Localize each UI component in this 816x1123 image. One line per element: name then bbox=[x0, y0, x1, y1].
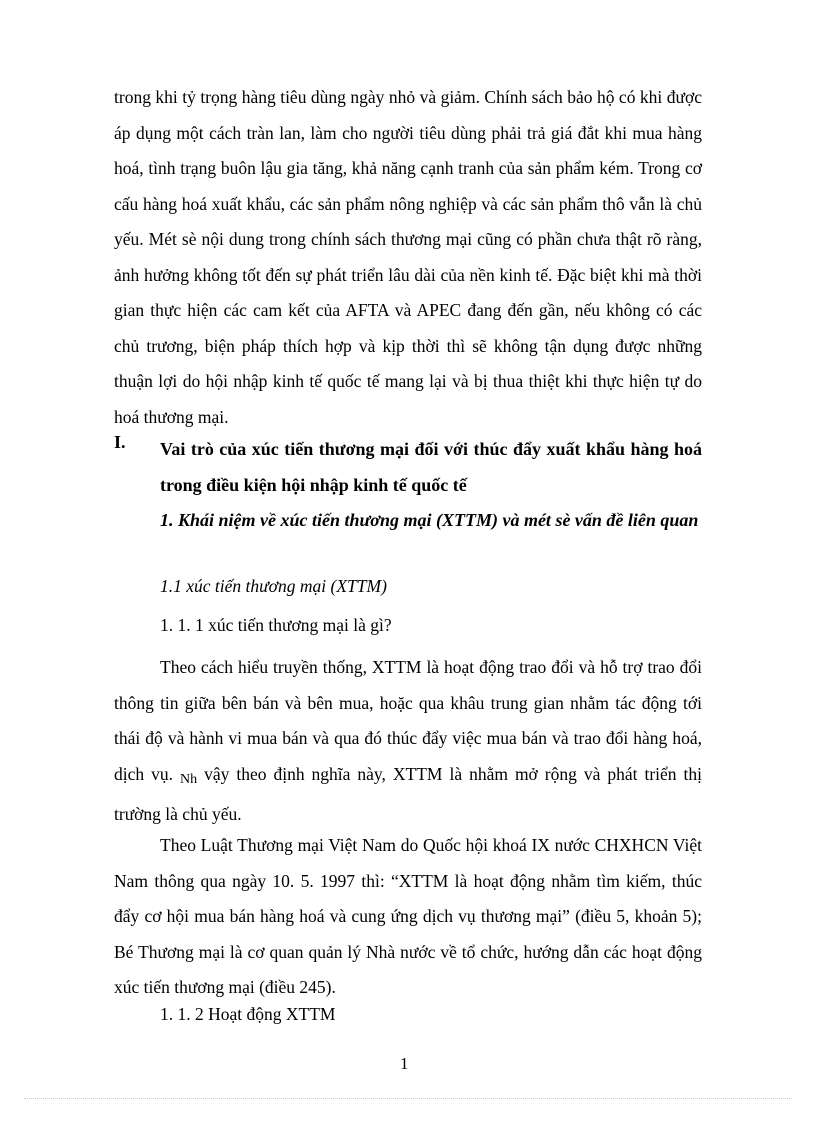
subsection-title: 1. Khái niệm về xúc tiến thương mại (XTTM) và mét sè vấn đề liên quan bbox=[160, 510, 699, 530]
item-1-1-2-heading: 1. 1. 2 Hoạt động XTTM bbox=[160, 1004, 336, 1024]
subsubsection-title: 1.1 xúc tiến thương mại (XTTM) bbox=[160, 576, 387, 596]
page-number: 1 bbox=[400, 1054, 409, 1073]
paragraph-law-definition: Theo Luật Thương mại Việt Nam do Quốc hội khoá IX nước CHXHCN Việt Nam thông qua ngày 10. 5. 1997 thì: “XTTM là hoạt động nhằm tìm kiếm, thúc đẩy cơ hội mua bán hàng hoá và cung ứng dịch vụ thương mại” (điều 5, khoản 5); Bé Thương mại là cơ quan quản lý Nhà nước về tổ chức, hướng dẫn các hoạt động xúc tiến thương mại (điều 245). bbox=[114, 835, 702, 997]
paragraph-traditional-part2: vậy theo định nghĩa này, XTTM là nhằm mở rộng và phát triển thị trường là chủ yếu. bbox=[114, 763, 702, 824]
section-title: Vai trò của xúc tiến thương mại đối với thúc đẩy xuất khẩu hàng hoá trong điều kiện hội nhập kinh tế quốc tế bbox=[160, 439, 702, 495]
intro-paragraph: trong khi tỷ trọng hàng tiêu dùng ngày nhỏ và giảm. Chính sách bảo hộ có khi được áp dụng một cách tràn lan, làm cho người tiêu dùng phải trả giá đắt khi mua hàng hoá, tình trạng buôn lậu gia tăng, khả năng cạnh tranh của sản phẩm kém. Trong cơ cấu hàng hoá xuất khẩu, các sản phẩm nông nghiệp và các sản phẩm thô vẫn là chủ yếu. Mét sè nội dung trong chính sách thương mại cũng có phần chưa thật rõ ràng, ảnh hưởng không tốt đến sự phát triển lâu dài của nền kinh tế. Đặc biệt khi mà thời gian thực hiện các cam kết của AFTA và APEC đang đến gần, nếu không có các chủ trương, biện pháp thích hợp và kịp thời thì sẽ không tận dụng được những thuận lợi do hội nhập kinh tế quốc tế mang lại và bị thua thiệt khi thực hiện tự do hoá thương mại. bbox=[114, 87, 702, 427]
paragraph-traditional-definition bbox=[114, 650, 702, 833]
paragraph-traditional-nh: Nh bbox=[179, 771, 198, 787]
section-number: I. bbox=[114, 432, 126, 452]
footer-divider bbox=[24, 1098, 792, 1099]
item-1-1-1-heading: 1. 1. 1 xúc tiến thương mại là gì? bbox=[160, 615, 392, 635]
paragraph-traditional-part1: Theo cách hiểu truyền thống, XTTM là hoạt động trao đổi và hỗ trợ trao đổi thông tin giữa bên bán và bên mua, hoặc qua khâu trung gian nhằm tác động tới thái độ và hành vi mua bán và qua đó thúc đẩy việc mua bán và trao đổi hàng hoá, dịch vụ. bbox=[114, 657, 702, 784]
